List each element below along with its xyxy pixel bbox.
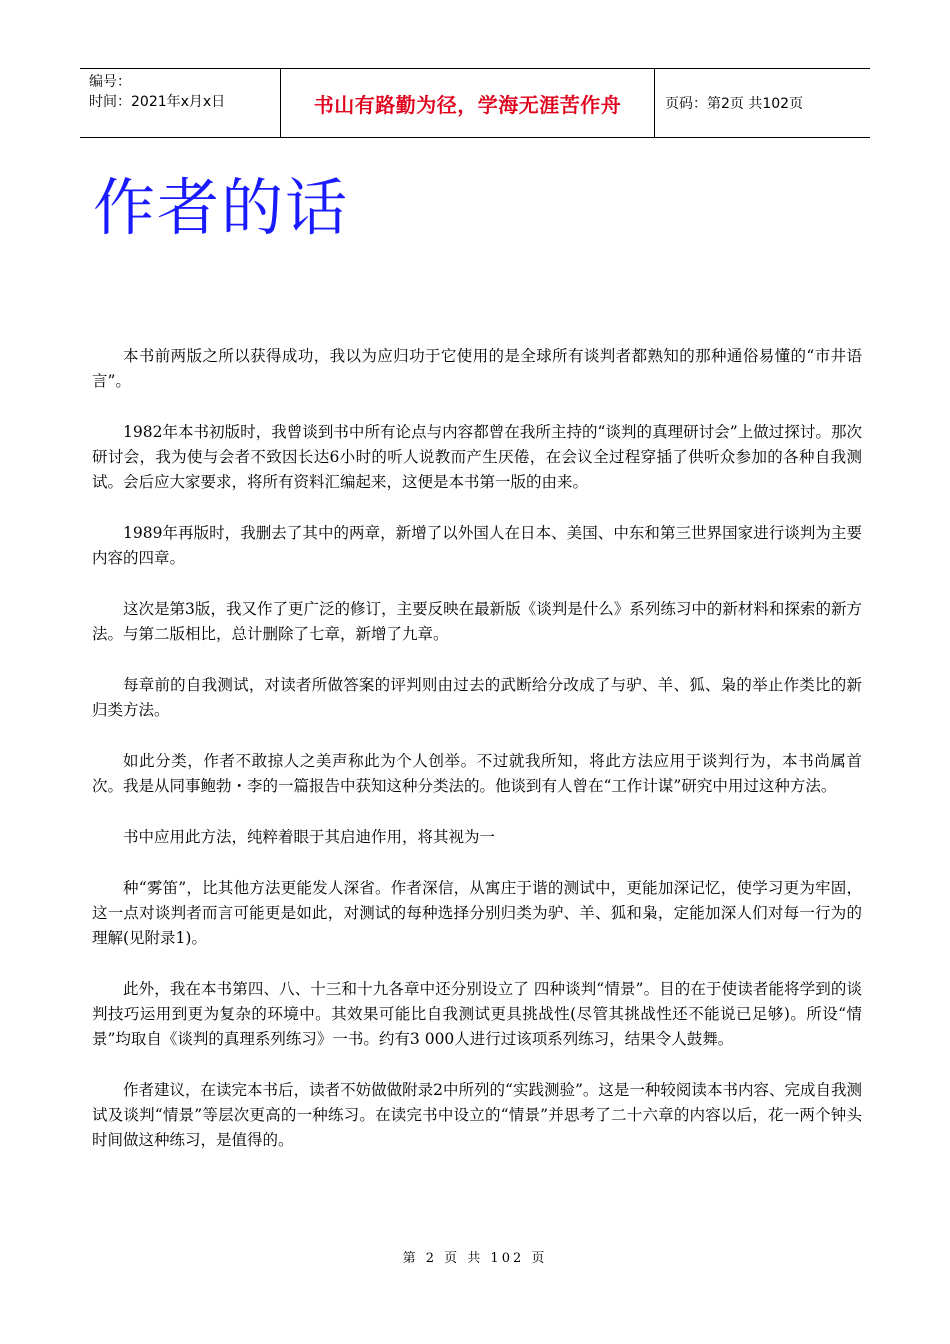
paragraph: 作者建议，在读完本书后，读者不妨做做附录2中所列的“实践测验”。这是一种较阅读本书内容、完成自我测试及谈判“情景”等层次更高的一种练习。在读完书中设立的“情景”并思考了二十六章的内容以后，花一两个钟头时间做这种练习，是值得的。 — [92, 1081, 862, 1149]
header-motto: 书山有路勤为径，学海无涯苦作舟 — [281, 69, 655, 137]
paragraph: 如此分类，作者不敢掠人之美声称此为个人创举。不过就我所知，将此方法应用于谈判行为，本书尚属首次。我是从同事鲍勃・李的一篇报告中获知这种分类法的。他谈到有人曾在“工作计谋”研究中用过这种方法。 — [92, 752, 862, 795]
paragraph: 每章前的自我测试，对读者所做答案的评判则由过去的武断给分改成了与驴、羊、狐、枭的举止作类比的新归类方法。 — [92, 676, 862, 719]
page-header — [80, 68, 870, 138]
document-number: 编号： — [89, 74, 131, 90]
page-title: 作者的话 — [93, 171, 350, 244]
header-page-info: 页码：第2页 共102页 — [665, 96, 804, 112]
paragraph: 1989年再版时，我删去了其中的两章，新增了以外国人在日本、美国、中东和第三世界国家进行谈判为主要内容的四章。 — [92, 524, 862, 567]
paragraph: 1982年本书初版时，我曾谈到书中所有论点与内容都曾在我所主持的“谈判的真理研讨会”上做过探讨。那次研讨会，我为使与会者不致因长达6小时的听人说教而产生厌倦，在会议全过程穿插了供听众参加的各种自我测试。会后应大家要求，将所有资料汇编起来，这便是本书第一版的由来。 — [92, 423, 862, 491]
paragraph: 这次是第3版，我又作了更广泛的修订，主要反映在最新版《谈判是什么》系列练习中的新材料和探索的新方法。与第二版相比，总计删除了七章，新增了九章。 — [92, 600, 862, 643]
paragraph: 书中应用此方法，纯粹着眼于其启迪作用，将其视为一 — [123, 828, 496, 846]
paragraph: 此外，我在本书第四、八、十三和十九各章中还分别设立了 四种谈判“情景”。目的在于使读者能将学到的谈判技巧运用到更为复杂的环境中。其效果可能比自我测试更具挑战性(尽管其挑战性还不能说已足够)。所设“情景”均取自《谈判的真理系列练习》一书。约有3 000人进行过该项系列练习，结果令人鼓舞。 — [92, 980, 862, 1048]
header-meta — [80, 69, 281, 137]
body-text — [92, 344, 862, 1179]
paragraph: 种“雾笛”，比其他方法更能发人深省。作者深信，从寓庄于谐的测试中，更能加深记忆，使学习更为牢固，这一点对谈判者而言可能更是如此，对测试的每种选择分别归类为驴、羊、狐和枭，定能加深人们对每一行为的理解(见附录1)。 — [92, 879, 862, 947]
document-date: 时间：2021年x月x日 — [89, 94, 226, 110]
paragraph: 本书前两版之所以获得成功，我以为应归功于它使用的是全球所有谈判者都熟知的那种通俗易懂的“市井语言”。 — [92, 347, 862, 390]
page-footer: 第 2 页 共 102 页 — [402, 1251, 548, 1266]
